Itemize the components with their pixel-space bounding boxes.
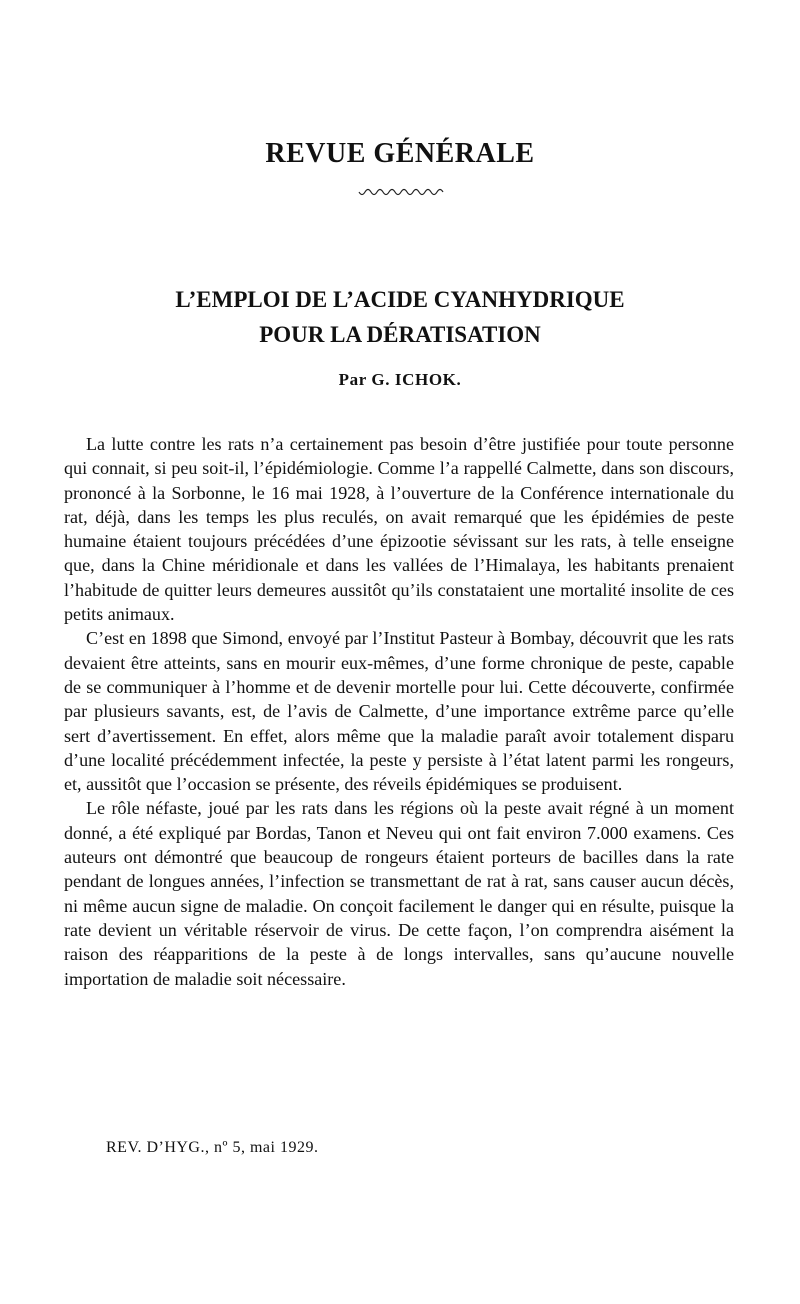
paragraph: Le rôle néfaste, joué par les rats dans les régions où la peste avait régné à un moment donné, a été expliqué par Bordas, Tanon et Neveu qui ont fait environ 7.000 examens. Ces auteurs ont démontré que beaucoup de rongeurs étaient porteurs de bacilles dans la rate pendant de longues années, l’infection se transmettant de rat à rat, sans causer aucun décès, ni même aucun signe de maladie. On conçoit facilement le danger qui en résulte, puisque la rate devient un véritable réservoir de virus. De cette façon, l’on comprendra aisément la raison des réapparitions de la peste à de longs intervalles, sans qu’aucune nouvelle importation de maladie soit nécessaire. <box>64 798 734 989</box>
paragraph: La lutte contre les rats n’a certainement pas besoin d’être justifiée pour toute personne qui connait, si peu soit-il, l’épidémiologie. Comme l’a rappellé Calmette, dans son discours, prononcé à la Sorbonne, le 16 mai 1928, à l’ouverture de la Conférence internationale du rat, déjà, dans les temps les plus reculés, on avait remarqué que les épidémies de peste humaine étaient toujours précédées d’une épizootie sévissant sur les rats, à telle enseigne que, dans la Chine méridionale et dans les vallées de l’Himalaya, les habitants prenaient l’habitude de quitter leurs demeures aussitôt qu’ils constataient une mortalité insolite de ces petits animaux. <box>64 434 734 625</box>
author-byline: Par G. ICHOK. <box>338 370 462 389</box>
journal-reference: REV. D’HYG., nº 5, mai 1929. <box>106 1139 319 1156</box>
article-title-line-2: POUR LA DÉRATISATION <box>259 322 541 347</box>
section-title: REVUE GÉNÉRALE <box>265 138 535 169</box>
wavy-rule-ornament <box>358 188 444 200</box>
article-body <box>64 432 734 991</box>
article-title <box>0 282 800 352</box>
article-title-line-1: L’EMPLOI DE L’ACIDE CYANHYDRIQUE <box>175 287 625 312</box>
paragraph: C’est en 1898 que Simond, envoyé par l’Institut Pasteur à Bombay, découvrit que les rats devaient être atteints, sans en mourir eux-mêmes, d’une forme chronique de peste, capable de se communiquer à l’homme et de devenir mortelle pour lui. Cette découverte, confirmée par plusieurs savants, est, de l’avis de Calmette, d’une importance extrême parce qu’elle sert d’avertissement. En effet, alors même que la maladie paraît avoir totalement disparu d’une localité précédemment infectée, la peste y persiste à l’état latent parmi les rongeurs, et, aussitôt que l’occasion se présente, des réveils épidémiques se produisent. <box>64 628 734 795</box>
